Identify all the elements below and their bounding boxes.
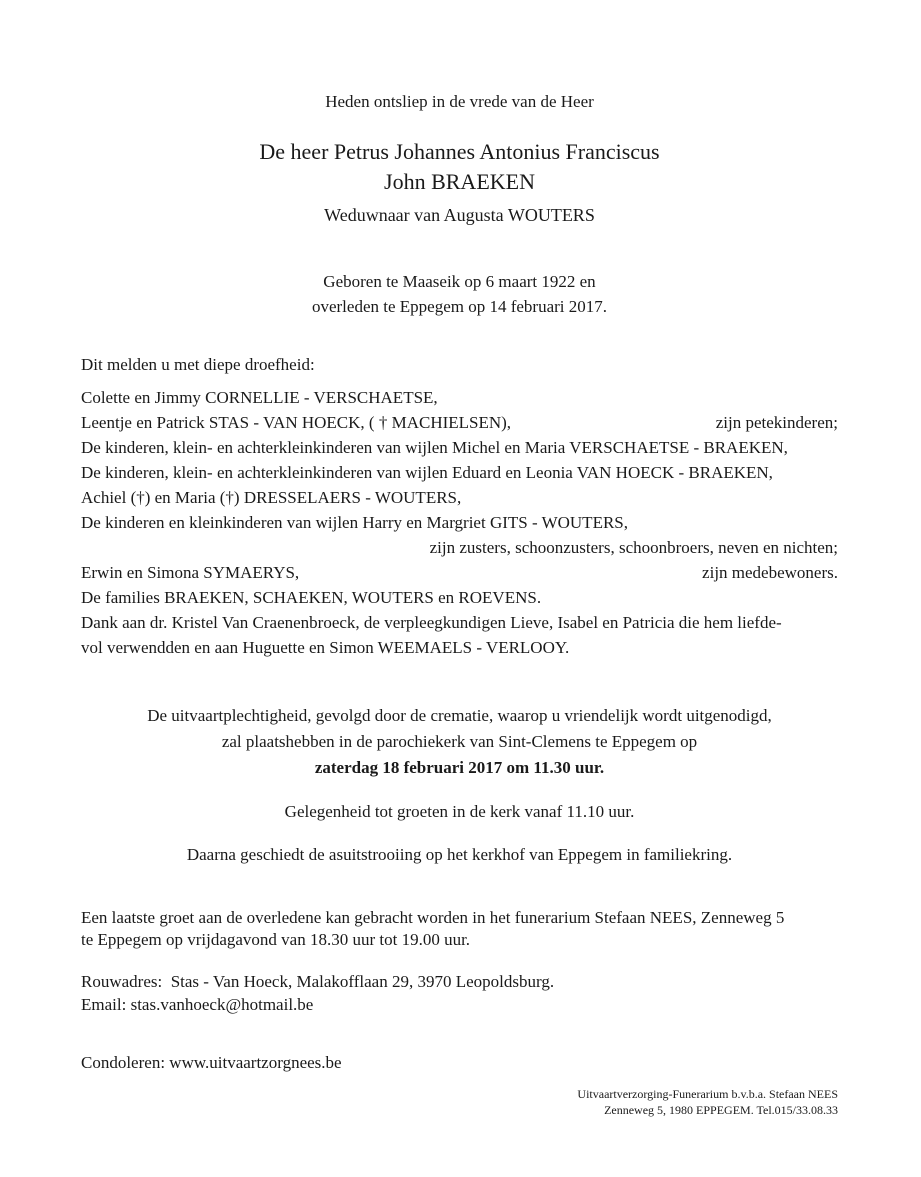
family-row	[81, 585, 838, 610]
thanks-line-1	[81, 610, 838, 635]
footer-line2: Zenneweg 5, 1980 EPPEGEM. Tel.015/33.08.33	[604, 1103, 838, 1117]
visitation-line1: Een laatste groet aan de overledene kan gebracht worden in het funerarium Stefaan NEES, Zenneweg 5	[81, 908, 785, 927]
footer-line1: Uitvaartverzorging-Funerarium b.v.b.a. Stefaan NEES	[577, 1087, 838, 1101]
opening-line: Heden ontsliep in de vrede van de Heer	[325, 92, 594, 111]
death-line: overleden te Eppegem op 14 februari 2017.	[311, 297, 608, 316]
family-row	[81, 435, 838, 460]
family-list	[81, 385, 838, 660]
funeral-home-footer	[81, 1086, 838, 1118]
ceremony-section	[81, 703, 838, 781]
family-row	[81, 460, 838, 485]
contact-section	[81, 970, 838, 1016]
email-line: Email: stas.vanhoeck@hotmail.be	[81, 995, 314, 1014]
family-row-relation: zijn medebewoners.	[702, 563, 838, 582]
mourning-address-line: Rouwadres: Stas - Van Hoeck, Malakofflaan 29, 3970 Leopoldsburg.	[81, 972, 555, 991]
family-row	[81, 510, 838, 535]
ash-scattering-line: Daarna geschiedt de asuitstrooiing op het kerkhof van Eppegem in familiekring.	[186, 845, 733, 864]
family-row-names: Colette en Jimmy CORNELLIE - VERSCHAETSE,	[81, 388, 438, 407]
family-row	[81, 535, 838, 560]
family-row-relation: zijn zusters, schoonzusters, schoonbroers, neven en nichten;	[429, 538, 838, 557]
ceremony-line1: De uitvaartplechtigheid, gevolgd door de crematie, waarop u vriendelijk wordt uitgenodigd,	[147, 706, 772, 725]
widower-line: Weduwnaar van Augusta WOUTERS	[324, 205, 595, 225]
family-row	[81, 410, 838, 435]
deceased-name-line1: De heer Petrus Johannes Antonius Franciscus	[259, 139, 660, 164]
family-row-names: Erwin en Simona SYMAERYS,	[81, 563, 300, 582]
family-row-names: De families BRAEKEN, SCHAEKEN, WOUTERS en ROEVENS.	[81, 588, 542, 607]
visitation-line2: te Eppegem op vrijdagavond van 18.30 uur tot 19.00 uur.	[81, 930, 471, 949]
ceremony-line2: zal plaatshebben in de parochiekerk van Sint-Clemens te Eppegem op	[221, 732, 698, 751]
family-row-names: De kinderen en kleinkinderen van wijlen Harry en Margriet GITS - WOUTERS,	[81, 513, 628, 532]
condolence-line: Condoleren: www.uitvaartzorgnees.be	[81, 1053, 342, 1072]
family-row	[81, 385, 838, 410]
family-row-names: Leentje en Patrick STAS - VAN HOECK, ( † MACHIELSEN),	[81, 413, 512, 432]
thanks-text: Dank aan dr. Kristel Van Craenenbroeck, de verpleegkundigen Lieve, Isabel en Patricia die hem liefde-	[81, 613, 782, 632]
ceremony-date-line: zaterdag 18 februari 2017 om 11.30 uur.	[314, 758, 605, 777]
deceased-name-line2: John BRAEKEN	[384, 169, 535, 194]
family-row-names: De kinderen, klein- en achterkleinkinderen van wijlen Eduard en Leonia VAN HOECK - BRAEKEN,	[81, 463, 773, 482]
family-row	[81, 560, 838, 585]
family-row-names: Achiel (†) en Maria (†) DRESSELAERS - WOUTERS,	[81, 488, 462, 507]
thanks-text: vol verwendden en aan Huguette en Simon WEEMAELS - VERLOOY.	[81, 638, 570, 657]
family-row-names: De kinderen, klein- en achterkleinkinderen van wijlen Michel en Maria VERSCHAETSE - BRAEKEN,	[81, 438, 788, 457]
family-row	[81, 485, 838, 510]
thanks-line-2	[81, 635, 838, 660]
family-row-relation: zijn petekinderen;	[715, 413, 838, 432]
greeting-line: Gelegenheid tot groeten in de kerk vanaf 11.10 uur.	[284, 802, 635, 821]
visitation-section	[81, 907, 838, 951]
birth-line: Geboren te Maaseik op 6 maart 1922 en	[323, 272, 596, 291]
announcement-intro: Dit melden u met diepe droefheid:	[81, 355, 315, 374]
